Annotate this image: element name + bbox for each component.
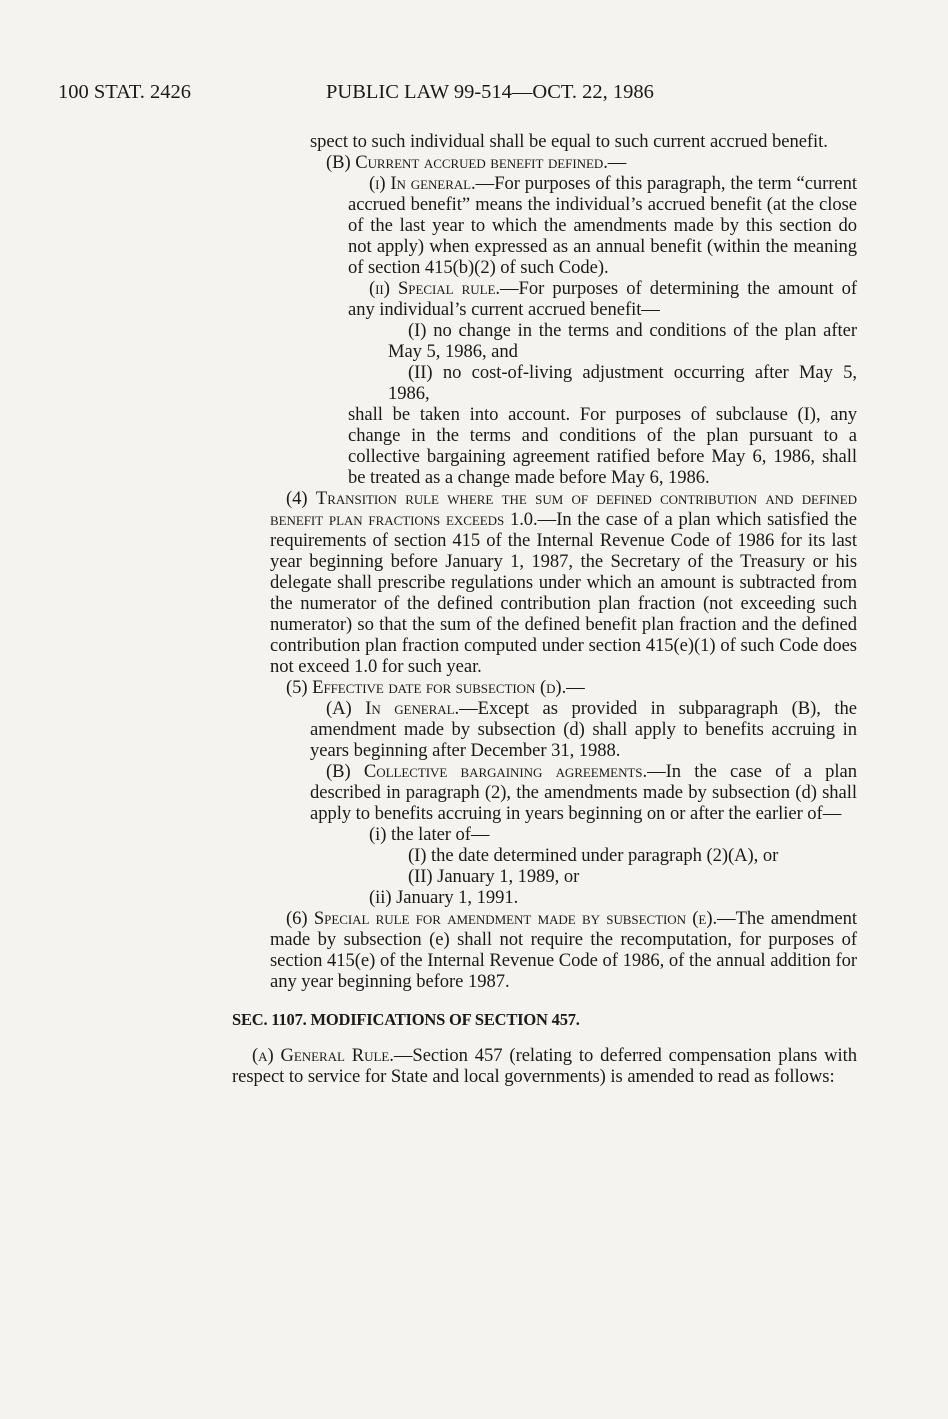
subparagraph-b-heading: (B) Current accrued benefit defined.—: [326, 152, 627, 173]
stat-citation: 100 STAT. 2426: [58, 81, 191, 103]
paragraph-4-transition-rule: (4) Transition rule where the sum of defined contribution and defined benefit plan fractions exceeds 1.0.—In the case of a plan which satisfied the requirements of section 415 of the Internal Revenue Code of 1986 for its last year beginning before January 1, 1987, the Secretary of the Treasury or his delegate shall prescribe regulations under which an amount is subtracted from the numerator of the defined contribution plan fraction (not exceeding such numerator) so that the sum of the defined benefit plan fraction and the defined contribution plan fraction computed under section 415(e)(1) of such Code does not exceed 1.0 for such year.: [270, 488, 857, 677]
subparagraph-b-collective-bargaining: (B) Collective bargaining agreements.—In the case of a plan described in paragraph (2), the amendments made by subsection (d) shall apply to benefits accruing in years beginning on or after the earlier of—: [310, 761, 857, 824]
clause-i-general: (i) In general.—For purposes of this paragraph, the term “current accrued benefit” means the individual’s accrued benefit (at the close of the last year to which the amendments made by this section do not apply) when expressed as an annual benefit (within the meaning of section 415(b)(2) of such Code).: [348, 173, 857, 278]
subclause-i-date: (I) the date determined under paragraph (2)(A), or: [408, 845, 779, 866]
section-1107-title: SEC. 1107. MODIFICATIONS OF SECTION 457.: [232, 1010, 580, 1029]
subclause-ii: (II) no cost-of-living adjustment occurring after May 5, 1986,: [388, 362, 857, 404]
paragraph-continuation: spect to such individual shall be equal to such current accrued benefit.: [310, 131, 828, 152]
paragraph-6-special-rule: (6) Special rule for amendment made by subsection (e).—The amendment made by subsection (e) shall not require the recomputation, for purposes of section 415(e) of the Internal Revenue Code of 1986, of the annual addition for any year beginning before 1987.: [270, 908, 857, 992]
special-rule-continuation: shall be taken into account. For purposes of subclause (I), any change in the terms and conditions of the plan pursuant to a collective bargaining agreement ratified before May 6, 1986, shall be treated as a change made before May 6, 1986.: [348, 404, 857, 488]
clause-ii-january-1991: (ii) January 1, 1991.: [369, 887, 519, 908]
statute-text: [232, 131, 857, 1087]
subsection-a-general-rule: (a) General Rule.—Section 457 (relating to deferred compensation plans with respect to service for State and local governments) is amended to read as follows:: [232, 1045, 857, 1087]
subclause-ii-january: (II) January 1, 1989, or: [408, 866, 580, 887]
public-law-heading: PUBLIC LAW 99-514—OCT. 22, 1986: [326, 81, 654, 103]
subclause-i: (I) no change in the terms and conditions of the plan after May 5, 1986, and: [388, 320, 857, 362]
clause-i-later-of: (i) the later of—: [369, 824, 490, 845]
paragraph-5-heading: (5) Effective date for subsection (d).—: [286, 677, 585, 698]
clause-ii-special-rule: (ii) Special rule.—For purposes of determining the amount of any individual’s current accrued benefit—: [348, 278, 857, 320]
subparagraph-a-general: (A) In general.—Except as provided in subparagraph (B), the amendment made by subsection (d) shall apply to benefits accruing in years beginning after December 31, 1988.: [310, 698, 857, 761]
